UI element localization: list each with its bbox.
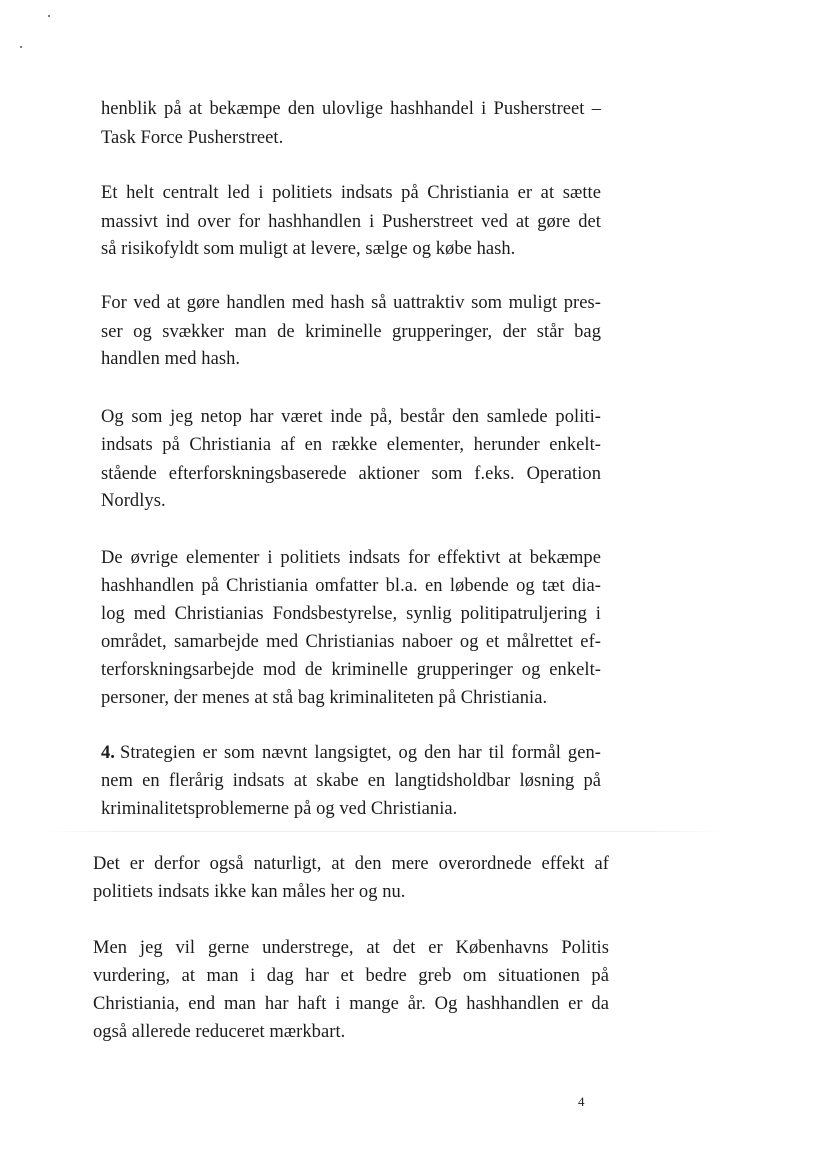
text-line: hashhandlen på Christiania omfatter bl.a. en løbende og tæt dia- [101,576,601,596]
scan-fold-line [40,831,730,832]
text-line: Christiania, end man har haft i mange år. Og hashhandlen er da [93,994,609,1014]
text-line: politiets indsats ikke kan måles her og nu. [93,882,406,902]
text-line: personer, der menes at stå bag kriminaliteten på Christiania. [101,688,548,708]
page-number: 4 [578,1094,585,1109]
text-line: henblik på at bekæmpe den ulovlige hashhandel i Pusherstreet – [101,99,601,119]
scan-mark [20,46,22,48]
text-line: Et helt centralt led i politiets indsats på Christiania er at sætte [101,183,601,203]
text-line: ser og svækker man de kriminelle grupperinger, der står bag [101,322,601,342]
text-line: Men jeg vil gerne understrege, at det er Københavns Politis [93,938,609,958]
text-line: De øvrige elementer i politiets indsats for effektivt at bekæmpe [101,548,601,568]
text-line: så risikofyldt som muligt at levere, sælge og købe hash. [101,239,516,259]
text-line: Task Force Pusherstreet. [101,128,284,148]
text-line: terforskningsarbejde mod de kriminelle grupperinger og enkelt- [101,660,601,680]
text-line: også allerede reduceret mærkbart. [93,1022,346,1042]
text-line: området, samarbejde med Christianias naboer og et målrettet ef- [101,632,601,652]
text-line: For ved at gøre handlen med hash så uattraktiv som muligt pres- [101,293,601,313]
text-line: indsats på Christiania af en række elementer, herunder enkelt- [101,435,601,455]
text-line: Og som jeg netop har været inde på, består den samlede politi- [101,407,601,427]
text-line: log med Christianias Fondsbestyrelse, synlig politipatruljering i [101,604,601,624]
text-line: stående efterforskningsbaserede aktioner som f.eks. Operation [101,464,601,484]
text-line-content: Strategien er som nævnt langsigtet, og den har til formål gen- [119,743,601,763]
text-line: vurdering, at man i dag har et bedre greb om situationen på [93,966,609,986]
text-line: Det er derfor også naturligt, at den mere overordnede effekt af [93,854,609,874]
text-line: nem en flerårig indsats at skabe en langtidsholdbar løsning på [101,771,601,791]
text-line: Nordlys. [101,491,166,511]
scan-mark [48,15,50,17]
text-line [101,739,601,767]
text-line: handlen med hash. [101,349,241,369]
text-line: massivt ind over for hashhandlen i Pusherstreet ved at gøre det [101,212,601,232]
text-line: kriminalitetsproblemerne på og ved Christiania. [101,799,458,819]
section-number: 4. [101,743,115,763]
